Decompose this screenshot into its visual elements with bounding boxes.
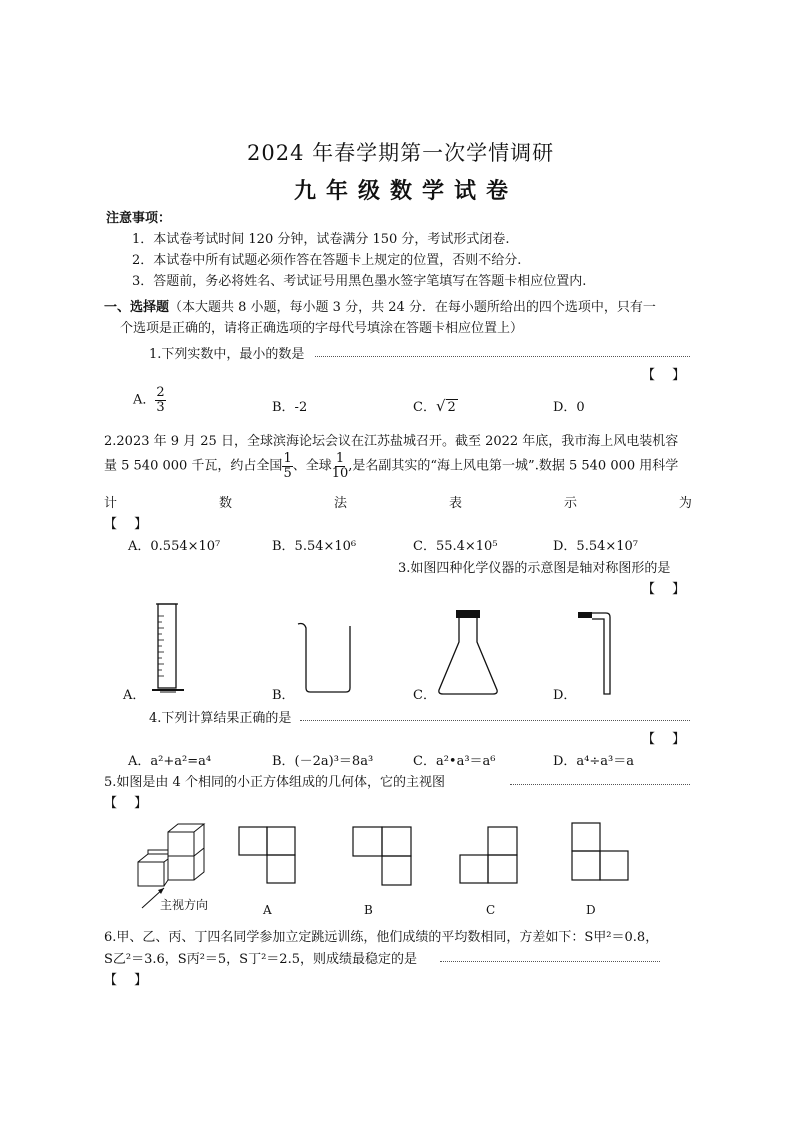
leader-dots [440, 961, 660, 962]
q2-spread-char: 数 [218, 496, 232, 511]
notice-heading: 注意事项： [106, 211, 172, 226]
answer-bracket-q2: 【 】 [104, 517, 148, 532]
view-option-b-label: B [364, 903, 373, 917]
fraction-denominator: 10 [331, 465, 349, 481]
view-option-b-figure-lower [352, 855, 412, 887]
question-2-line3 [104, 492, 692, 511]
view-option-b-figure [352, 826, 412, 858]
view-option-c-label: C [486, 903, 496, 917]
q2-spread-char: 法 [333, 496, 347, 511]
q3-label-d: D． [553, 688, 577, 703]
section-1-header-body: （本大题共 8 小题，每小题 3 分，共 24 分．在每小题所给出的四个选项中，只有一 [169, 300, 656, 315]
question-4-stem: 4.下列计算结果正确的是 [149, 711, 292, 726]
notice-item-3: 3．答题前，务必将姓名、考试证号用黑色墨水签字笔填写在答题卡相应位置内. [132, 274, 587, 289]
fraction-denominator: 5 [283, 465, 292, 481]
view-option-a-label: A [263, 903, 272, 917]
fraction-numerator: 2 [156, 385, 165, 400]
q2-option-c: C．55.4×10⁵ [413, 539, 498, 554]
answer-bracket-q4: 【 】 [642, 732, 686, 747]
leader-dots [315, 356, 690, 357]
notice-item-2: 2．本试卷中所有试题必须作答在答题卡上规定的位置，否则不给分. [132, 253, 522, 268]
q1-option-a [133, 386, 166, 414]
q2-spread-char: 计 [104, 496, 118, 511]
view-direction-label: 主视方向 [160, 898, 209, 912]
view-option-d-label: D [586, 903, 596, 917]
answer-bracket-q1: 【 】 [642, 368, 686, 383]
conical-flask-figure [435, 608, 501, 698]
graduated-cylinder-figure [150, 602, 190, 694]
section-1-header-line1 [104, 296, 656, 315]
question-2-line1: 2.2023 年 9 月 25 日，全球滨海论坛会议在江苏盐城召开。截至 2022 年底，我市海上风电装机容 [104, 434, 679, 449]
answer-bracket-q5: 【 】 [104, 796, 148, 811]
view-option-d-figure [571, 822, 629, 882]
question-3-stem: 3.如图四种化学仪器的示意图是轴对称图形的是 [398, 561, 671, 576]
answer-bracket-q6: 【 】 [104, 973, 148, 988]
q3-label-a: A． [123, 688, 146, 703]
question-5-stem: 5.如图是由 4 个相同的小正方体组成的几何体，它的主视图 [104, 775, 445, 790]
section-1-header-line2: 个选项是正确的，请将正确选项的字母代号填涂在答题卡相应位置上） [120, 321, 524, 336]
fraction-numerator: 1 [283, 451, 292, 466]
beaker-figure [296, 620, 358, 696]
question-2-line2 [104, 452, 678, 480]
leader-dots [510, 784, 690, 785]
question-1-stem: 1.下列实数中，最小的数是 [149, 347, 305, 362]
q1-option-c [413, 396, 458, 415]
bent-tube-figure [576, 610, 616, 696]
fraction-denominator: 3 [156, 399, 165, 415]
view-option-a-figure [238, 826, 296, 884]
q2-option-a: A．0.554×10⁷ [128, 539, 221, 554]
leader-dots [300, 720, 690, 721]
q4-option-b: B．(－2a)³＝8a³ [272, 754, 374, 769]
question-6-line1: 6.甲、乙、丙、丁四名同学参加立定跳远训练，他们成绩的平均数相同，方差如下：S甲²＝0.8， [104, 930, 659, 945]
question-6-line2: S乙²＝3.6，S丙²＝5，S丁²＝2.5，则成绩最稳定的是 [104, 952, 417, 967]
q2-line2-post: ,是名副其实的“海上风电第一城”.数据 5 540 000 用科学 [348, 458, 679, 474]
view-option-c-figure [459, 826, 519, 884]
q4-option-d: D．a⁴÷a³＝a [553, 754, 634, 769]
exam-subtitle: 九年级数学试卷 [294, 178, 519, 204]
q2-spread-char: 示 [563, 496, 577, 511]
q2-option-b: B．5.54×10⁶ [272, 539, 357, 554]
section-1-prefix: 一、选择题 [104, 300, 170, 315]
q2-spread-char: 表 [448, 496, 462, 511]
q1-option-c-label: C． [413, 400, 436, 415]
q2-option-d: D．5.54×10⁷ [553, 539, 639, 554]
q3-label-c: C． [413, 688, 436, 703]
q2-line2-mid: 、全球 [292, 458, 332, 474]
q2-spread-char: 为 [678, 496, 692, 511]
q1-option-a-label: A． [133, 392, 156, 408]
exam-title: 2024 年春学期第一次学情调研 [247, 141, 555, 165]
answer-bracket-q3: 【 】 [642, 582, 686, 597]
sqrt-symbol: √ [435, 397, 446, 415]
q3-label-b: B． [272, 688, 295, 703]
fraction [155, 386, 165, 414]
q2-line2-pre: 量 5 540 000 千瓦，约占全国 [104, 458, 283, 474]
q4-option-c: C．a²•a³＝a⁶ [413, 754, 496, 769]
q1-option-b: B．-2 [272, 400, 308, 415]
fraction [332, 452, 349, 480]
fraction-numerator: 1 [335, 451, 345, 466]
q4-option-a: A．a²+a²=a⁴ [128, 754, 212, 769]
sqrt-radicand: 2 [447, 400, 456, 415]
notice-item-1: 1．本试卷考试时间 120 分钟，试卷满分 150 分，考试形式闭卷. [132, 232, 510, 247]
q1-option-d: D．0 [553, 400, 585, 415]
fraction [282, 452, 292, 480]
